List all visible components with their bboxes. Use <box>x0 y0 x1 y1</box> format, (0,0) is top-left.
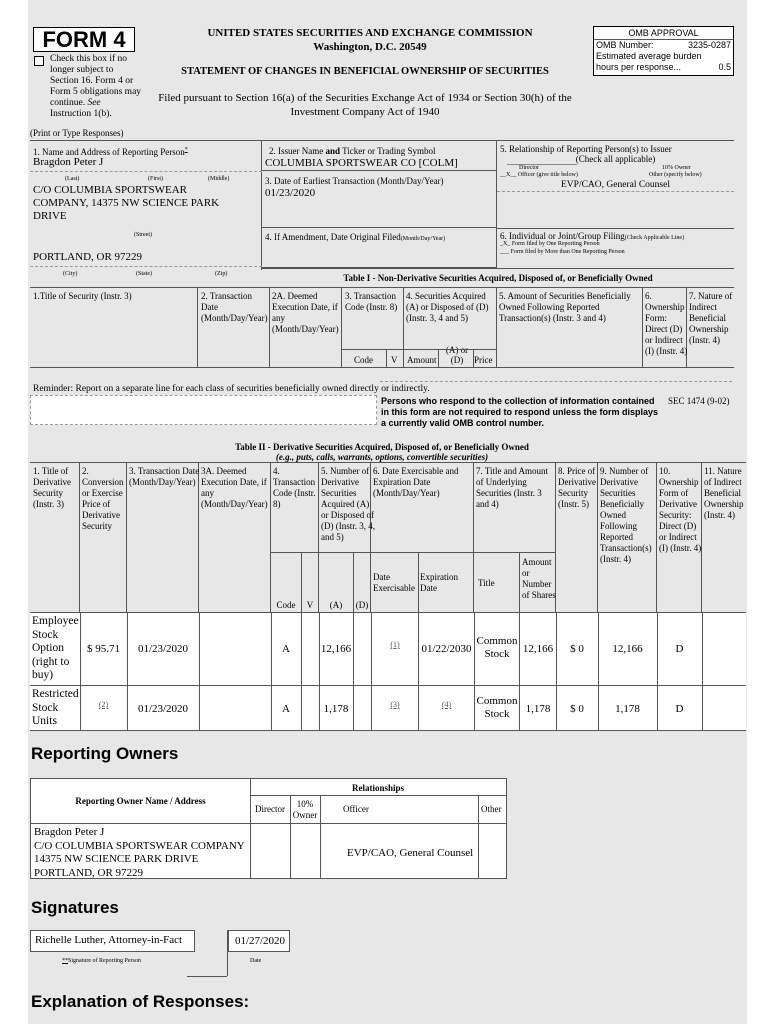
rule <box>353 612 354 731</box>
rule <box>353 552 354 612</box>
rule <box>556 612 557 731</box>
rule <box>507 164 577 165</box>
box5-sub: (Check all applicable) <box>575 154 656 164</box>
t2-sub-d: (D) <box>355 600 369 610</box>
t2-h2 <box>80 462 127 612</box>
table2-row-rules <box>30 612 746 731</box>
rule <box>30 266 262 267</box>
t2-h1-label: 1. Title of Derivative Security (Instr. 3) <box>33 466 71 509</box>
omb-approval-box <box>593 26 734 76</box>
no-longer-subject-checkbox[interactable] <box>34 56 44 66</box>
reporting-person-address: C/O COLUMBIA SPORTSWEAR COMPANY, 14375 NW SCIENCE PARK DRIVE <box>33 184 220 222</box>
t1-amount: Amount <box>407 355 437 365</box>
box4-label: 4. If Amendment, Date Original Filed(Month/Day/Year) <box>265 232 446 242</box>
t1-col2a <box>270 287 342 367</box>
rule <box>30 171 262 172</box>
rule <box>250 795 506 796</box>
t2-row-a: 12,166 <box>320 643 352 655</box>
reporting-person-city: PORTLAND, OR 97229 <box>33 251 143 263</box>
filing-option-more: ___ Form filed by More than One Reporting Person <box>500 249 625 255</box>
other-option: Other (specify below) <box>649 172 702 178</box>
table2-title: Table II - Derivative Securities Acquired, Disposed of, or Beneficially Owned <box>235 442 529 452</box>
t2-h5 <box>319 462 375 612</box>
filed-pursuant-2: Investment Company Act of 1940 <box>290 106 440 118</box>
table2-header <box>30 462 746 612</box>
t1-col3 <box>342 287 404 367</box>
reporting-owners-heading: Reporting Owners <box>31 744 179 763</box>
footnote-link[interactable]: (1) <box>390 640 400 649</box>
t2-row-owned: 12,166 <box>612 643 643 655</box>
t2-h7-label: 7. Title and Amount of Underlying Securities (Instr. 3 and 4) <box>476 466 549 509</box>
t2-h10 <box>657 462 702 612</box>
street-caption: (Street) <box>134 232 152 238</box>
t2-h3-label: 3. Transaction Date (Month/Day/Year) <box>129 466 200 487</box>
box1 <box>30 140 262 270</box>
signature-box <box>30 930 195 952</box>
last-caption: (Last) <box>65 176 80 182</box>
first-caption: (First) <box>148 176 163 182</box>
t2-sub-exp: Expiration Date <box>420 572 458 593</box>
t2-h3a-label: 3A. Deemed Execution Date, if any (Month/Day/Year) <box>201 466 268 509</box>
rule <box>519 612 520 731</box>
signatures-heading: Signatures <box>31 898 119 917</box>
rule <box>418 612 419 731</box>
owners-relationships: Relationships <box>351 783 404 793</box>
t2-h8 <box>556 462 598 612</box>
t2-sub-title: Title <box>478 578 495 588</box>
t2-h2-label: 2. Conversion or Exercise Price of Derivative Security <box>82 466 124 531</box>
form-label: FORM 4 <box>42 27 126 52</box>
box5-label: 5. Relationship of Reporting Person(s) to Issuer <box>500 144 672 154</box>
agency-title: UNITED STATES SECURITIES AND EXCHANGE COMMISSION <box>207 27 533 39</box>
date-caption: Date <box>250 958 262 964</box>
t2-row-form: D <box>675 643 684 655</box>
t2-row-exp: 01/22/2030 <box>421 643 472 655</box>
rule <box>250 779 251 879</box>
t1-code: Code <box>354 355 373 365</box>
t2-h7 <box>474 462 556 612</box>
rule <box>418 552 419 612</box>
t2-row-owned: 1,178 <box>615 703 640 715</box>
rule <box>371 612 372 731</box>
t1-aord: (A) or (D) <box>445 345 469 365</box>
rule <box>319 612 320 731</box>
t1-col1 <box>30 287 198 367</box>
t2-row-price: $ 95.71 <box>87 643 120 655</box>
owners-director: Director <box>255 804 285 814</box>
date-box <box>228 930 290 952</box>
t2-h11 <box>702 462 746 612</box>
t2-h11-label: 11. Nature of Indirect Beneficial Ownership (Instr. 4) <box>704 466 744 520</box>
rule <box>474 612 475 731</box>
owners-col-name: Reporting Owner Name / Address <box>75 796 206 806</box>
box6-label: 6. Individual or Joint/Group Filing(Check Applicable Line) <box>500 231 685 241</box>
t2-sub-a: (A) <box>329 600 343 610</box>
t2-row-date: 01/23/2020 <box>137 703 189 715</box>
ten-pct-option: 10% Owner <box>662 165 691 171</box>
rule <box>290 795 291 879</box>
table1-title: Table I - Non-Derivative Securities Acquired, Disposed of, or Beneficially Owned <box>343 273 653 283</box>
state-caption: (State) <box>136 271 152 277</box>
statement-title: STATEMENT OF CHANGES IN BENEFICIAL OWNERSHIP OF SECURITIES <box>181 66 549 77</box>
t2-row-date: 01/23/2020 <box>137 643 189 655</box>
rule <box>31 823 507 824</box>
rule <box>301 552 302 612</box>
omb-burden-1: Estimated average burden <box>596 51 702 61</box>
officer-title: EVP/CAO, General Counsel <box>561 180 670 190</box>
rule <box>386 349 387 367</box>
rule <box>473 349 474 367</box>
rule <box>342 349 497 350</box>
rule <box>301 612 302 731</box>
t1-col3-label: 3. Transaction Code (Instr. 8) <box>345 291 398 312</box>
t2-h6 <box>371 462 474 612</box>
footnote-link[interactable]: (4) <box>441 700 452 709</box>
owner-officer-title: EVP/CAO, General Counsel <box>347 847 474 859</box>
t1-col4-label: 4. Securities Acquired (A) or Disposed of (D) (Instr. 3, 4 and 5) <box>406 291 489 323</box>
rule <box>320 795 321 879</box>
box3-label: 3. Date of Earliest Transaction (Month/Day/Year) <box>265 176 444 186</box>
owners-table <box>30 778 507 879</box>
rule <box>80 612 81 731</box>
t2-row-under-title: Common Stock <box>476 635 518 660</box>
t2-h3a <box>199 462 271 612</box>
rule <box>478 795 479 879</box>
middle-caption: (Middle) <box>208 176 230 182</box>
omb-burden-row: hours per response... 0.5 <box>596 62 731 72</box>
box2 <box>262 140 497 171</box>
officer-option: __X__ Officer (give title below) <box>500 172 578 178</box>
box5 <box>497 140 734 228</box>
rule <box>271 612 272 731</box>
reminder-blank-box <box>30 395 377 425</box>
zip-caption: (Zip) <box>215 271 228 277</box>
t1-col7-label: 7. Nature of Indirect Beneficial Ownership (Instr. 4) <box>689 291 733 345</box>
rule <box>187 976 227 977</box>
rule <box>227 930 228 976</box>
t2-row-title: Restricted Stock Units <box>32 688 79 727</box>
t2-sub-code: Code <box>276 600 296 610</box>
t2-sub-v: V <box>306 600 314 610</box>
t2-row-a: 1,178 <box>323 703 349 715</box>
rule <box>519 552 520 612</box>
rule <box>380 381 732 382</box>
explanation-heading: Explanation of Responses: <box>31 992 250 1011</box>
signature-caption: **Signature of Reporting Person <box>62 958 141 964</box>
t1-price: Price <box>474 355 493 365</box>
rule <box>438 349 439 367</box>
t1-col7 <box>687 287 734 367</box>
t2-h8-label: 8. Price of Derivative Security (Instr. 5) <box>558 466 596 509</box>
owners-other: Other <box>481 804 502 814</box>
t2-row-deriv-price: $ 0 <box>570 643 584 655</box>
t1-col2-label: 2. Transaction Date (Month/Day/Year) <box>201 291 268 323</box>
signature-name: Richelle Luther, Attorney-in-Fact <box>35 934 183 946</box>
rule <box>702 612 703 731</box>
omb-persons-notice: Persons who respond to the collection of information contained in this form are not required to respond unless the form displays a currently valid OMB control number. <box>381 396 659 428</box>
reminder-text: Reminder: Report on a separate line for each class of securities beneficially owned directly or indirectly. <box>33 384 430 394</box>
t2-row-code: A <box>282 703 290 715</box>
box6 <box>497 228 734 268</box>
rule <box>598 612 599 731</box>
rule <box>30 367 734 368</box>
rule <box>30 685 746 686</box>
rule <box>271 552 556 553</box>
t1-col4 <box>404 287 497 367</box>
box3 <box>262 171 497 228</box>
t2-h5-label: 5. Number of Derivative Securities Acquired (A) or Disposed of (D) (Instr. 3, 4, and 5) <box>321 466 375 542</box>
footnote-link[interactable]: (2) <box>98 700 109 709</box>
earliest-transaction-date: 01/23/2020 <box>265 187 316 199</box>
rule <box>262 268 734 269</box>
t1-col5-label: 5. Amount of Securities Beneficially Owned Following Reported Transaction(s) (Instr. 3 and 4) <box>499 291 631 323</box>
box4 <box>262 228 497 268</box>
t2-h4 <box>271 462 319 612</box>
t2-h9-label: 9. Number of Derivative Securities Beneficially Owned Following Reported Transaction(s) (Instr. 4) <box>600 466 652 564</box>
t2-row-title: Employee Stock Option (right to buy) <box>32 615 79 681</box>
rule <box>30 730 746 731</box>
t2-h10-label: 10. Ownership Form of Derivative Security: Direct (D) or Indirect (I) (Instr. 4) <box>659 466 702 553</box>
box2-label: 2. Issuer Name and Ticker or Trading Symbol <box>269 146 436 156</box>
t1-col1-label: 1.Title of Security (Instr. 3) <box>33 291 132 301</box>
filing-option-one: _X_ Form filed by One Reporting Person <box>500 241 600 247</box>
signature-date: 01/27/2020 <box>234 935 286 947</box>
t2-h3 <box>127 462 199 612</box>
city-caption: (City) <box>63 271 78 277</box>
print-note: (Print or Type Responses) <box>30 128 124 138</box>
owner-address: Bragdon Peter J C/O COLUMBIA SPORTSWEAR COMPANY 14375 NW SCIENCE PARK DRIVE PORTLAND, OR 97229 <box>34 826 245 879</box>
issuer-name: COLUMBIA SPORTSWEAR CO [COLM] <box>265 157 458 169</box>
rule <box>497 191 734 192</box>
owners-officer: Officer <box>343 804 369 814</box>
box1-label: 1. Name and Address of Reporting Person* <box>33 147 188 157</box>
t1-col2a-label: 2A. Deemed Execution Date, if any (Month/Day/Year) <box>272 291 339 334</box>
omb-number-row: OMB Number: 3235-0287 <box>596 40 731 50</box>
rule <box>199 612 200 731</box>
t2-sub-amount: Amount or Number of Shares <box>522 557 556 600</box>
t1-v: V <box>391 355 398 365</box>
reporting-person-name: Bragdon Peter J <box>33 156 104 168</box>
t2-row-under-amount: 12,166 <box>522 643 554 655</box>
omb-title: OMB APPROVAL <box>594 27 733 40</box>
t1-col2 <box>198 287 270 367</box>
t2-h9 <box>598 462 657 612</box>
t1-col6-label: 6. Ownership Form: Direct (D) or Indirect (I) (Instr. 4) <box>645 291 688 356</box>
owners-ten-pct: 10% Owner <box>292 799 318 820</box>
t2-row-code: A <box>282 643 290 655</box>
filed-pursuant-1: Filed pursuant to Section 16(a) of the Securities Exchange Act of 1934 or Section 30(h) of the <box>158 92 572 104</box>
t2-row-under-title: Common Stock <box>476 695 518 720</box>
table2-subtitle: (e.g., puts, calls, warrants, options, convertible securities) <box>275 452 489 462</box>
sec-number: SEC 1474 (9-02) <box>668 396 730 406</box>
t2-row-form: D <box>675 703 684 715</box>
t2-row-deriv-price: $ 0 <box>570 703 584 715</box>
t2-row-under-amount: 1,178 <box>525 703 551 715</box>
t2-h1 <box>30 462 80 612</box>
director-option: Director <box>519 165 539 171</box>
checkbox-text: Check this box if no longer subject to Section 16. Form 4 or Form 5 obligations may continue. See Instruction 1(b). <box>50 54 142 119</box>
t1-col6 <box>643 287 687 367</box>
form-label-box <box>33 27 135 52</box>
t2-sub-date-ex: Date Exercisable <box>373 572 415 593</box>
rule <box>657 612 658 731</box>
footnote-link[interactable]: (3) <box>390 700 400 709</box>
t1-col5 <box>497 287 643 367</box>
agency-city: Washington, D.C. 20549 <box>313 41 427 53</box>
rule <box>127 612 128 731</box>
t2-h6-label: 6. Date Exercisable and Expiration Date (Month/Day/Year) <box>373 466 459 498</box>
t2-h4-label: 4. Transaction Code (Instr. 8) <box>273 466 316 509</box>
